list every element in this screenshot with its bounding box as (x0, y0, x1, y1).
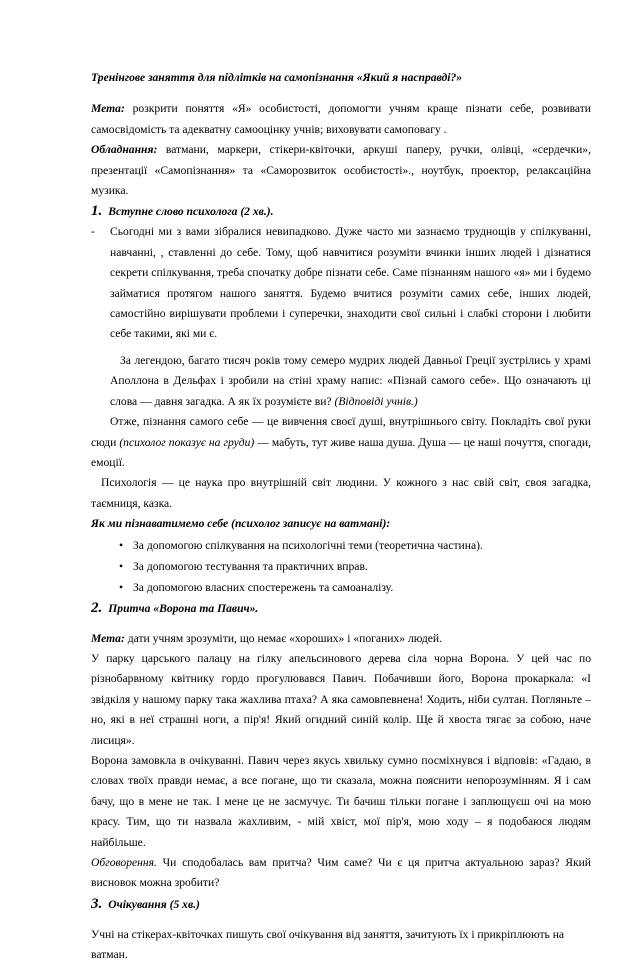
equipment-label: Обладнання: (91, 143, 158, 157)
soul-text-a: Отже, пізнання самого себе — це вивчення своєї душі, внутрішнього світу. Покладіть свої руки сюди (91, 415, 591, 449)
section-1-title: Вступне слово психолога (2 хв.). (108, 205, 274, 219)
legend-italic: (Відповіді учнів.) (334, 394, 418, 408)
equipment-paragraph (91, 140, 591, 201)
document-title: Тренінгове заняття для підлітків на самопізнання «Який я насправді?» (91, 71, 463, 84)
goal2-paragraph (91, 629, 591, 649)
expectations-paragraph: Учні на стікерах-квіточках пишуть свої очікування від заняття, зачитують їх і прикріплюють на ватман. (91, 927, 565, 962)
goal-paragraph (91, 99, 591, 140)
soul-italic: (психолог показує на груди) (119, 435, 255, 449)
story-paragraph-2: Ворона замовкла в очікуванні. Павич через якусь хвильку сумно посміхнувся і відповів: «Гадаю, в словах твоїх правди немає, а все погане, що ти сказала, можна пояснити непорозумінням. Я і сам бачу, що в мене не так. І мене це не засмучує. Ти бачиш тільки погане і заплющуєш очі на мою красу. Тим, що ти назвала жахливим, - мій хвіст, мої пір'я, мою ходу – я подобаюся людям найбільше. (91, 753, 591, 849)
psychology-paragraph: Психологія — це наука про внутрішній світ людини. У кожного з нас свій світ, своя загадка, таємниця, казка. (91, 476, 591, 510)
section-2-heading (91, 598, 591, 619)
goal2-text: дати учням зрозуміти, що немає «хороших» і «поганих» людей. (127, 631, 442, 645)
soul-paragraph (91, 412, 591, 473)
soul-text-b: — мабуть, тут живе наша душа. Душа — це наші почуття, спогади, емоції. (91, 435, 591, 469)
dash-marker: - (91, 225, 95, 239)
section-3-title: Очікування (5 хв.) (108, 897, 200, 911)
discussion-text: Чи сподобалась вам притча? Чим саме? Чи є ця притча актуальною зараз? Який висновок можна зробити? (91, 856, 591, 890)
legend-paragraph (91, 351, 591, 412)
discussion-paragraph (91, 853, 591, 894)
section-2-title: Притча «Ворона та Павич». (108, 601, 259, 615)
goal-label: Мета: (91, 102, 125, 116)
document-page (91, 68, 591, 966)
intro-paragraph (91, 222, 591, 344)
discussion-label: Обговорення. (91, 856, 157, 869)
legend-text: За легендою, багато тисяч років тому семеро мудрих людей Давньої Греції зустрілись у храмі Аполлона в Дельфах і зробили на стіні храму напис: «Пізнай самого себе». Що означають ці слова — давня загадка. А як їх розумієте ви? (110, 353, 591, 408)
goal2-label: Мета: (91, 631, 125, 645)
intro-text: Сьогодні ми з вами зібралися невипадково. Дуже часто ми зазнаємо труднощів у спілкуванні, навчанні, , ставленні до себе. Тому, щоб навчитися розуміти вчинки інших людей і дізнатися секрети спілкування, треба спочатку добре пізнати себе. Саме пізнанням нашого «я» ми і будемо займатися протягом нашого заняття. Будемо вчитися розуміти самих себе, інших людей, самостійно вирішувати проблеми і суперечки, знаходити свої сильні і слабкі сторони і любити себе такими, які ми є. (110, 225, 591, 341)
section-1-number: 1. (91, 203, 103, 220)
how-label: Як ми пізнаватимемо себе (психолог записує на ватмані): (91, 517, 391, 531)
list-item: • За допомогою спілкування на психологічні теми (теоретична частина). (119, 535, 591, 556)
equipment-text: ватмани, маркери, стікери-квіточки, аркуші паперу, ручки, олівці, «сердечки», презентації «Самопізнання» та «Саморозвиток особистості»., ноутбук, проектор, релаксаційна музика. (91, 143, 591, 198)
story-paragraph-1: У парку царського палацу на гілку апельсинового дерева сіла чорна Ворона. У цей час по різнобарвному квітнику гордо прогулювався Павич. Побачивши його, Ворона прокаркала: «І звідкіля у нашому парку така жахлива птаха? А яка самовпевнена! Ходить, ніби султан. Погляньте – но, які в неї страшні ноги, а пір'я! Який огидний синій колір. Ще й хвоста тягає за собою, наче лисиця». (91, 651, 591, 747)
goal-text: розкрити поняття «Я» особистості, допомогти учням краще пізнати себе, розвивати самосвідомість та адекватну самооцінку учнів; виховувати самоповагу . (91, 102, 592, 136)
list-item: • За допомогою власних спостережень та самоаналізу. (119, 577, 591, 598)
section-2-number: 2. (91, 599, 103, 616)
section-3-heading (91, 894, 591, 915)
section-3-number: 3. (91, 895, 103, 912)
section-1-heading (91, 201, 591, 222)
methods-list (91, 535, 591, 598)
list-item: • За допомогою тестування та практичних вправ. (119, 556, 591, 577)
